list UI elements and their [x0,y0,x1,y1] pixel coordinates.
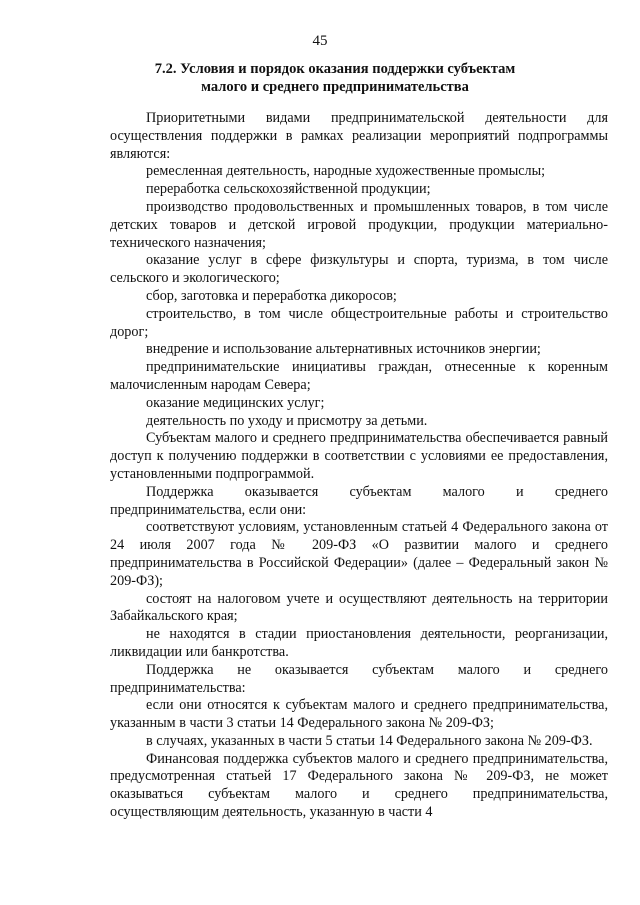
list-item: внедрение и использование альтернативных источников энергии; [146,341,541,358]
list-item: деятельность по уходу и присмотру за детьми. [146,412,428,429]
list-item: ремесленная деятельность, народные художественные промыслы; [146,163,546,180]
paragraph: Субъектам малого и среднего предпринимательства обеспечивается равный доступ к получению поддержки в соответствии с условиями ее предоставления, установленными подпрограммой. [110,430,608,482]
list-item: сбор, заготовка и переработка дикоросов; [146,287,397,304]
section-title-line-2: малого и среднего предпринимательства [201,79,469,95]
list-item: оказание услуг в сфере физкультуры и спорта, туризма, в том числе сельского и экологического; [110,252,608,287]
page-number: 45 [312,33,328,49]
list-item: строительство, в том числе общестроительные работы и строительство дорог; [110,305,608,340]
list-item: если они относятся к субъектам малого и среднего предпринимательства, указанным в части 3 статьи 14 Федерального закона № 209-ФЗ; [110,697,608,732]
body-text [110,110,608,822]
list-item: соответствуют условиям, установленным статьей 4 Федерального закона от 24 июля 2007 года № 209-ФЗ «О развитии малого и среднего предпринимательства в Российской Федерации» (далее – Федеральный закон № 209-ФЗ); [110,519,608,589]
paragraph: Поддержка оказывается субъектам малого и среднего предпринимательства, если они: [110,483,608,518]
section-title [110,60,560,96]
paragraph: Приоритетными видами предпринимательской деятельности для осуществления поддержки в рамках реализации мероприятий подпрограммы являются: [110,110,608,162]
paragraph: Поддержка не оказывается субъектам малого и среднего предпринимательства: [110,661,608,696]
list-item: предпринимательские инициативы граждан, отнесенные к коренным малочисленным народам Севера; [110,359,608,393]
list-item: оказание медицинских услуг; [146,394,325,411]
list-item: производство продовольственных и промышленных товаров, в том числе детских товаров и детской игровой продукции, продукции материально-технического назначения; [110,198,608,251]
list-item: состоят на налоговом учете и осуществляют деятельность на территории Забайкальского края; [110,590,608,625]
list-item: переработка сельскохозяйственной продукции; [146,181,431,198]
section-title-line-1: 7.2. Условия и порядок оказания поддержки субъектам [154,61,516,77]
list-item: в случаях, указанных в части 5 статьи 14 Федерального закона № 209-ФЗ. [146,732,593,749]
list-item: не находятся в стадии приостановления деятельности, реорганизации, ликвидации или банкротства. [110,626,608,660]
paragraph: Финансовая поддержка субъектов малого и среднего предпринимательства, предусмотренная статьей 17 Федерального закона № 209-ФЗ, не может оказываться субъектам малого и среднего предпринимательства, осуществляющим деятельность, указанную в части 4 [110,750,608,821]
